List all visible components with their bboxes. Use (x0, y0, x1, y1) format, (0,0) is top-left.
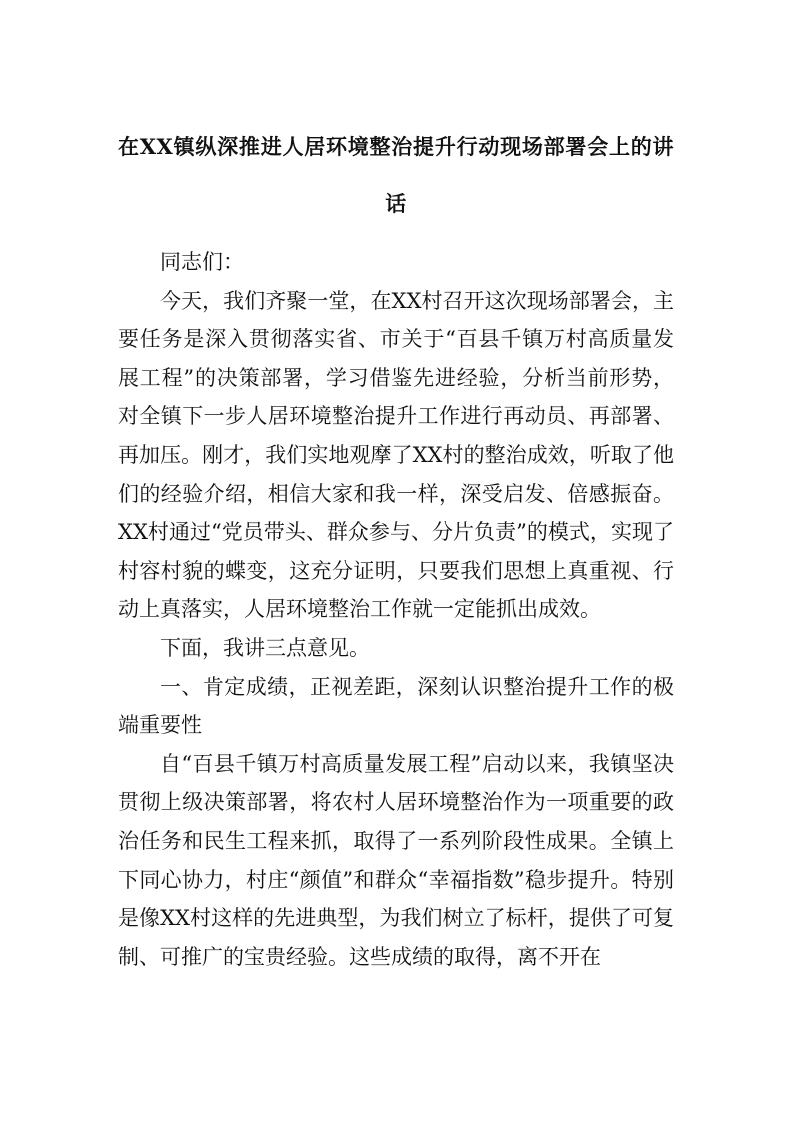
salutation: 同志们： (160, 250, 244, 274)
document-title: 在XX镇纵深推进人居环境整治提升行动现场部署会上的讲话 (118, 134, 674, 216)
paragraph-achievements: 自“百县千镇万村高质量发展工程”启动以来，我镇坚决贯彻上级决策部署，将农村人居环境整治作为一项重要的政治任务和民生工程来抓，取得了一系列阶段性成果。全镇上下同心协力，村庄“颜值”和群众“幸福指数”稳步提升。特别是像XX村这样的先进典型，为我们树立了标杆，提供了可复制、可推广的宝贵经验。这些成绩的取得，离不开在 (118, 751, 674, 969)
section-heading-1: 一、肯定成绩，正视差距，深刻认识整治提升工作的极端重要性 (118, 674, 674, 738)
paragraph-opening: 今天，我们齐聚一堂，在XX村召开这次现场部署会，主要任务是深入贯彻落实省、市关于“百县千镇万村高质量发展工程”的决策部署，学习借鉴先进经验，分析当前形势，对全镇下一步人居环境整治提升工作进行再动员、再部署、再加压。刚才，我们实地观摩了XX村的整治成效，听取了他们的经验介绍，相信大家和我一样，深受启发、倍感振奋。XX村通过“党员带头、群众参与、分片负责”的模式，实现了村容村貌的蝶变，这充分证明，只要我们思想上真重视、行动上真落实，人居环境整治工作就一定能抓出成效。 (118, 288, 674, 622)
document-body (118, 243, 674, 976)
paragraph-transition: 下面，我讲三点意见。 (160, 635, 370, 660)
